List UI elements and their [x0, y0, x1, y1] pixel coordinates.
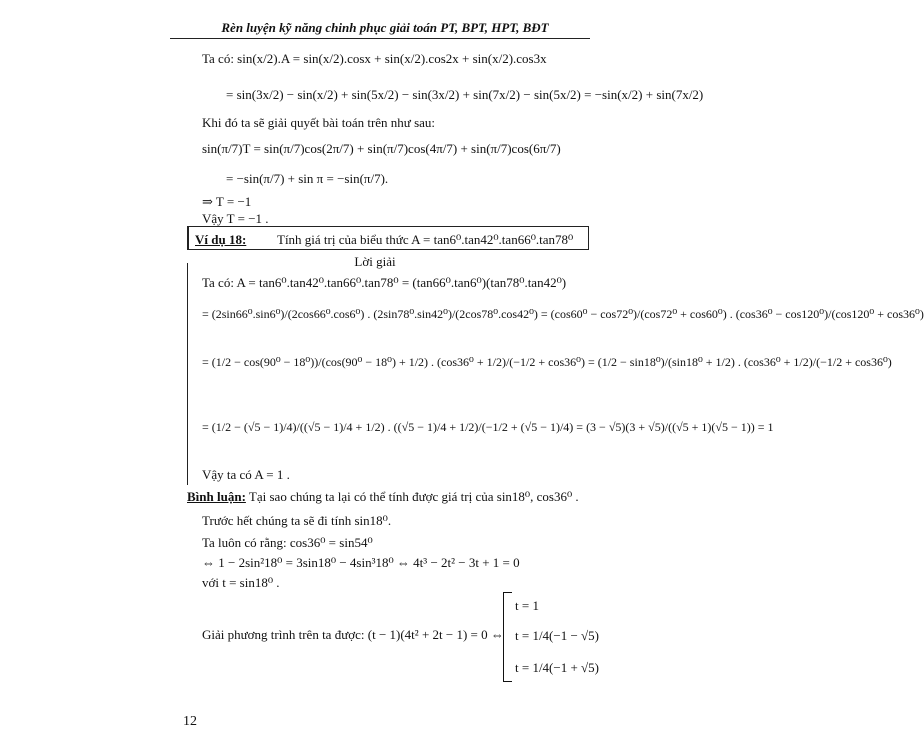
example-label: Ví dụ 18:	[195, 232, 247, 247]
line-1: Ta có: sin(x/2).A = sin(x/2).cosx + sin(x/2).cos2x + sin(x/2).cos3x	[202, 51, 547, 66]
solution-margin-rule	[187, 263, 188, 485]
line-7: Vậy T = −1 .	[202, 211, 269, 226]
case-3: t = 1/4(−1 + √5)	[515, 660, 600, 675]
solution-line-3: = (1/2 − cos(90⁰ − 18⁰))/(cos(90⁰ − 18⁰) + 1/2) . (cos36⁰ + 1/2)/(−1/2 + cos36⁰) = (1/2 − sin18⁰)/(sin18⁰ + 1/2) . (cos36⁰ + 1/2)/(−1/2 + cos36⁰)	[202, 355, 892, 369]
case-1: t = 1	[515, 598, 539, 613]
line-6: ⇒ T = −1	[202, 194, 252, 209]
solution-line-2: = (2sin66⁰.sin6⁰)/(2cos66⁰.cos6⁰) . (2sin78⁰.sin42⁰)/(2cos78⁰.cos42⁰) = (cos60⁰ − cos72⁰)/(cos72⁰ + cos60⁰) . (cos36⁰ − cos120⁰)/(cos120⁰ + cos36⁰)	[202, 307, 924, 321]
header-rule	[170, 38, 590, 39]
solution-title: Lời giải	[354, 254, 396, 269]
case-2: t = 1/4(−1 − √5)	[515, 628, 600, 643]
discussion-label: Bình luận:	[187, 489, 246, 504]
discussion-line-2: Trước hết chúng ta sẽ đi tính sin18⁰.	[202, 513, 392, 528]
line-4: sin(π/7)T = sin(π/7)cos(2π/7) + sin(π/7)cos(4π/7) + sin(π/7)cos(6π/7)	[202, 141, 561, 156]
line-2: = sin(3x/2) − sin(x/2) + sin(5x/2) − sin(3x/2) + sin(7x/2) − sin(5x/2) = −sin(x/2) + sin(7x/2)	[226, 87, 704, 102]
discussion-text: Tại sao chúng ta lại có thể tính được giá trị của sin18⁰, cos36⁰ .	[248, 489, 579, 504]
discussion-line-4: ⇔ 1 − 2sin²18⁰ = 3sin18⁰ − 4sin³18⁰ ⇔ 4t³ − 2t² − 3t + 1 = 0	[202, 555, 520, 570]
discussion-line-3: Ta luôn có rằng: cos36⁰ = sin54⁰	[202, 535, 373, 550]
discussion-line-5: với t = sin18⁰ .	[202, 575, 280, 590]
running-header: Rèn luyện kỹ năng chinh phục giải toán PT, BPT, HPT, BĐT	[221, 20, 549, 35]
example-box	[187, 226, 589, 250]
discussion-line-6: Giải phương trình trên ta được: (t − 1)(4t² + 2t − 1) = 0 ⇔	[202, 627, 504, 642]
discussion-line-1	[187, 490, 579, 503]
solution-line-5: Vậy ta có A = 1 .	[202, 467, 290, 482]
solution-line-4: = (1/2 − (√5 − 1)/4)/((√5 − 1)/4 + 1/2) . ((√5 − 1)/4 + 1/2)/(−1/2 + (√5 − 1)/4) = (3 − √5)(3 + √5)/((√5 + 1)(√5 − 1)) = 1	[202, 420, 774, 434]
line-3: Khi đó ta sẽ giải quyết bài toán trên như sau:	[202, 115, 436, 130]
cases-bracket	[503, 592, 512, 682]
solution-line-1: Ta có: A = tan6⁰.tan42⁰.tan66⁰.tan78⁰ = (tan66⁰.tan6⁰)(tan78⁰.tan42⁰)	[202, 275, 567, 290]
example-statement: Tính giá trị của biểu thức A = tan6⁰.tan42⁰.tan66⁰.tan78⁰	[277, 232, 574, 247]
page-number: 12	[183, 714, 197, 729]
line-5: = −sin(π/7) + sin π = −sin(π/7).	[226, 171, 389, 186]
